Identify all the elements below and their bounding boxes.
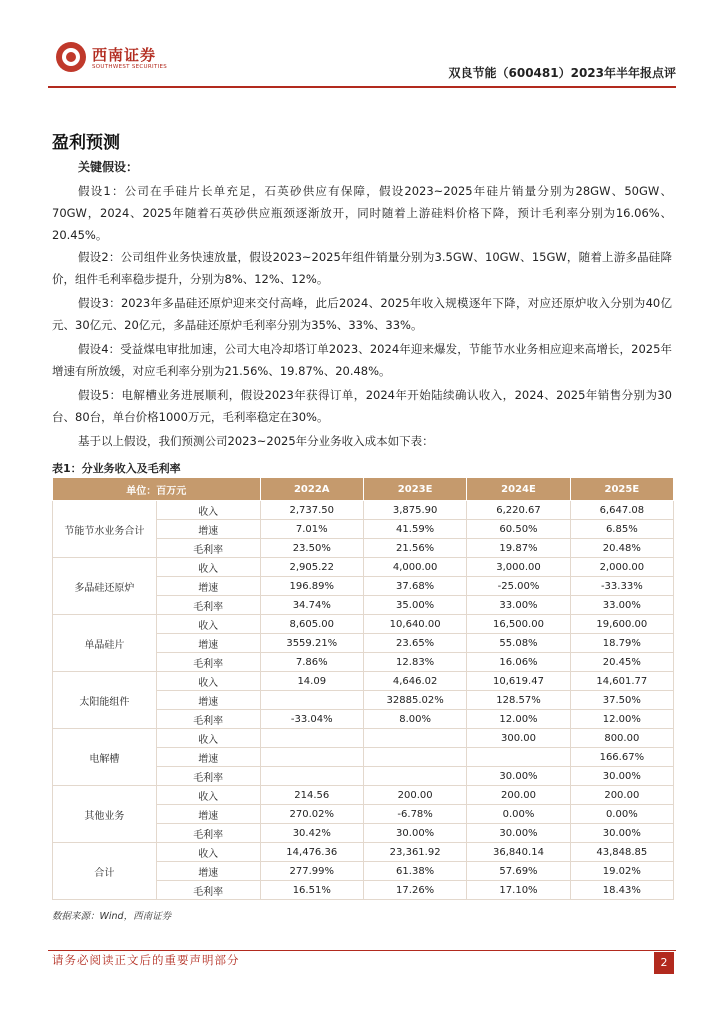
value-cell	[260, 729, 363, 748]
value-cell: 14,476.36	[260, 843, 363, 862]
assumption-2: 假设2：公司组件业务快速放量，假设2023~2025年组件销量分别为3.5GW、10GW、15GW，随着上游多晶硅降价，组件毛利率稳步提升，分别为8%、12%、12%。	[52, 250, 672, 286]
value-cell: 19,600.00	[570, 615, 673, 634]
value-cell: 12.83%	[363, 653, 466, 672]
table-header-row	[53, 478, 674, 501]
value-cell: 270.02%	[260, 805, 363, 824]
metric-label: 增速	[156, 520, 260, 539]
segment-name: 合计	[53, 843, 157, 900]
value-cell: 33.00%	[570, 596, 673, 615]
value-cell: 200.00	[467, 786, 570, 805]
metric-label: 收入	[156, 501, 260, 520]
value-cell	[260, 691, 363, 710]
value-cell: 17.10%	[467, 881, 570, 900]
value-cell: 8,605.00	[260, 615, 363, 634]
value-cell: 3,875.90	[363, 501, 466, 520]
value-cell: 2,000.00	[570, 558, 673, 577]
value-cell: 10,619.47	[467, 672, 570, 691]
table-row	[53, 501, 674, 520]
assumption-1: 假设1：公司在手硅片长单充足，石英砂供应有保障，假设2023~2025年硅片销量分别为28GW、50GW、70GW，2024、2025年随着石英砂供应瓶颈逐渐放开，同时随着上游硅料价格下降，预计毛利率分别为16.06%、20.45%。	[52, 184, 672, 242]
report-title: 双良节能（600481）2023年半年报点评	[448, 66, 676, 80]
table-row	[53, 843, 674, 862]
header-2023e: 2023E	[363, 478, 466, 501]
value-cell: 19.02%	[570, 862, 673, 881]
header-unit: 单位：百万元	[53, 478, 261, 501]
value-cell: 277.99%	[260, 862, 363, 881]
value-cell: 20.48%	[570, 539, 673, 558]
value-cell: 23.50%	[260, 539, 363, 558]
value-cell	[363, 767, 466, 786]
value-cell: 30.00%	[467, 767, 570, 786]
assumption-4: 假设4：受益煤电审批加速，公司大电冷却塔订单2023、2024年迎来爆发，节能节水业务相应迎来高增长，2025年增速有所放缓，对应毛利率分别为21.56%、19.87%、20.48%。	[52, 342, 672, 378]
company-logo	[56, 42, 176, 82]
value-cell: 41.59%	[363, 520, 466, 539]
value-cell: 30.42%	[260, 824, 363, 843]
value-cell: 14,601.77	[570, 672, 673, 691]
metric-label: 收入	[156, 558, 260, 577]
metric-label: 收入	[156, 672, 260, 691]
page-header	[48, 38, 676, 88]
value-cell: 21.56%	[363, 539, 466, 558]
value-cell: 18.43%	[570, 881, 673, 900]
value-cell: 4,000.00	[363, 558, 466, 577]
header-2022a: 2022A	[260, 478, 363, 501]
value-cell: 0.00%	[570, 805, 673, 824]
value-cell: 30.00%	[467, 824, 570, 843]
value-cell: 200.00	[570, 786, 673, 805]
value-cell: 17.26%	[363, 881, 466, 900]
metric-label: 收入	[156, 729, 260, 748]
value-cell: -6.78%	[363, 805, 466, 824]
value-cell: 200.00	[363, 786, 466, 805]
metric-label: 毛利率	[156, 767, 260, 786]
table-row	[53, 729, 674, 748]
table-caption: 表1：分业务收入及毛利率	[52, 462, 181, 475]
footer-disclaimer: 请务必阅读正文后的重要声明部分	[52, 953, 240, 967]
value-cell: 3559.21%	[260, 634, 363, 653]
data-source: 数据来源：Wind，西南证券	[52, 911, 172, 922]
value-cell: 7.01%	[260, 520, 363, 539]
value-cell: -25.00%	[467, 577, 570, 596]
header-2025e: 2025E	[570, 478, 673, 501]
value-cell: 6,647.08	[570, 501, 673, 520]
value-cell	[363, 729, 466, 748]
metric-label: 毛利率	[156, 710, 260, 729]
value-cell: 4,646.02	[363, 672, 466, 691]
value-cell: 14.09	[260, 672, 363, 691]
value-cell: 12.00%	[570, 710, 673, 729]
value-cell: 37.68%	[363, 577, 466, 596]
metric-label: 毛利率	[156, 539, 260, 558]
header-2024e: 2024E	[467, 478, 570, 501]
table-row	[53, 786, 674, 805]
value-cell	[260, 767, 363, 786]
value-cell: 0.00%	[467, 805, 570, 824]
value-cell: 196.89%	[260, 577, 363, 596]
value-cell: 23,361.92	[363, 843, 466, 862]
value-cell: -33.33%	[570, 577, 673, 596]
value-cell: 36,840.14	[467, 843, 570, 862]
assumption-3: 假设3：2023年多晶硅还原炉迎来交付高峰，此后2024、2025年收入规模逐年下降，对应还原炉收入分别为40亿元、30亿元、20亿元，多晶硅还原炉毛利率分别为35%、33%、33%。	[52, 296, 672, 332]
value-cell	[467, 748, 570, 767]
value-cell: 166.67%	[570, 748, 673, 767]
metric-label: 增速	[156, 577, 260, 596]
value-cell: 800.00	[570, 729, 673, 748]
segment-name: 电解槽	[53, 729, 157, 786]
metric-label: 收入	[156, 843, 260, 862]
segment-name: 太阳能组件	[53, 672, 157, 729]
assumption-summary: 基于以上假设，我们预测公司2023~2025年分业务收入成本如下表：	[78, 434, 434, 448]
value-cell: 16.51%	[260, 881, 363, 900]
key-assumptions-heading: 关键假设：	[78, 160, 139, 174]
value-cell: 33.00%	[467, 596, 570, 615]
table-row	[53, 672, 674, 691]
metric-label: 增速	[156, 691, 260, 710]
table-row	[53, 615, 674, 634]
logo-mark-icon	[56, 42, 86, 72]
metric-label: 增速	[156, 634, 260, 653]
value-cell: 57.69%	[467, 862, 570, 881]
metric-label: 毛利率	[156, 653, 260, 672]
metric-label: 毛利率	[156, 596, 260, 615]
value-cell: -33.04%	[260, 710, 363, 729]
header-divider	[48, 86, 676, 88]
value-cell: 32885.02%	[363, 691, 466, 710]
value-cell: 3,000.00	[467, 558, 570, 577]
metric-label: 毛利率	[156, 881, 260, 900]
value-cell: 19.87%	[467, 539, 570, 558]
metric-label: 增速	[156, 748, 260, 767]
value-cell: 2,737.50	[260, 501, 363, 520]
metric-label: 增速	[156, 862, 260, 881]
segment-name: 多晶硅还原炉	[53, 558, 157, 615]
value-cell: 34.74%	[260, 596, 363, 615]
value-cell: 20.45%	[570, 653, 673, 672]
value-cell: 23.65%	[363, 634, 466, 653]
metric-label: 毛利率	[156, 824, 260, 843]
value-cell: 30.00%	[363, 824, 466, 843]
value-cell: 12.00%	[467, 710, 570, 729]
segment-name: 其他业务	[53, 786, 157, 843]
value-cell: 16.06%	[467, 653, 570, 672]
footer-divider	[48, 950, 676, 951]
segment-revenue-table	[52, 477, 674, 900]
value-cell: 61.38%	[363, 862, 466, 881]
segment-name: 单晶硅片	[53, 615, 157, 672]
value-cell: 7.86%	[260, 653, 363, 672]
value-cell: 30.00%	[570, 767, 673, 786]
value-cell: 18.79%	[570, 634, 673, 653]
value-cell: 8.00%	[363, 710, 466, 729]
metric-label: 收入	[156, 615, 260, 634]
page-number: 2	[654, 952, 674, 974]
value-cell: 128.57%	[467, 691, 570, 710]
value-cell: 2,905.22	[260, 558, 363, 577]
logo-en-text: SOUTHWEST SECURITIES	[92, 64, 168, 70]
value-cell: 43,848.85	[570, 843, 673, 862]
logo-cn-text: 西南证券	[92, 46, 157, 64]
value-cell	[363, 748, 466, 767]
metric-label: 收入	[156, 786, 260, 805]
value-cell: 300.00	[467, 729, 570, 748]
value-cell: 16,500.00	[467, 615, 570, 634]
metric-label: 增速	[156, 805, 260, 824]
value-cell: 6.85%	[570, 520, 673, 539]
value-cell	[260, 748, 363, 767]
assumption-5: 假设5：电解槽业务进展顺利，假设2023年获得订单，2024年开始陆续确认收入，2024、2025年销售分别为30台、80台，单台价格1000万元，毛利率稳定在30%。	[52, 388, 672, 424]
value-cell: 10,640.00	[363, 615, 466, 634]
table-body	[53, 501, 674, 900]
section-title: 盈利预测	[52, 133, 120, 153]
value-cell: 37.50%	[570, 691, 673, 710]
value-cell: 6,220.67	[467, 501, 570, 520]
segment-name: 节能节水业务合计	[53, 501, 157, 558]
value-cell: 35.00%	[363, 596, 466, 615]
value-cell: 30.00%	[570, 824, 673, 843]
value-cell: 60.50%	[467, 520, 570, 539]
value-cell: 55.08%	[467, 634, 570, 653]
value-cell: 214.56	[260, 786, 363, 805]
table-row	[53, 558, 674, 577]
